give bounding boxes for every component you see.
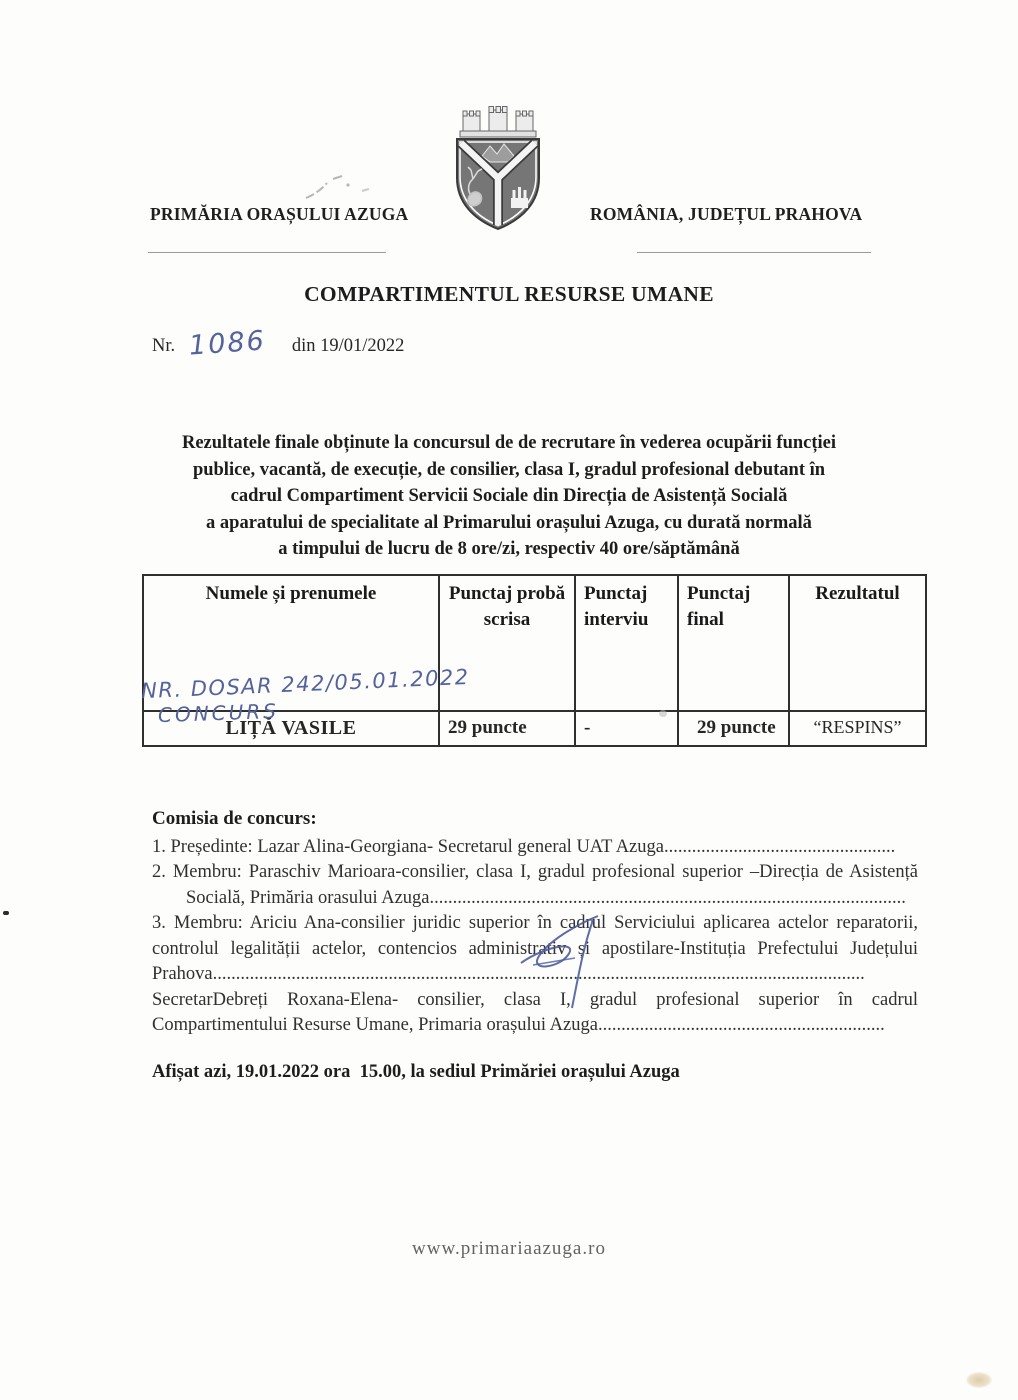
registration-date: din 19/01/2022	[291, 336, 405, 356]
number-label: Nr.	[152, 336, 176, 356]
intro-line: a aparatului de specialitate al Primarului orașului Azuga, cu durată normală	[206, 512, 812, 533]
azuga-coat-of-arms	[452, 106, 544, 232]
handwritten-concurs-note: CONCURS	[157, 698, 280, 728]
handwritten-dossier-number: NR. DOSAR 242/05.01.2022	[140, 664, 471, 704]
coat-of-arms-icon	[452, 106, 544, 232]
intro-line: cadrul Compartiment Servicii Sociale din Direcția de Asistență Socială	[230, 486, 788, 506]
col-header-name: Numele și prenumele	[205, 583, 377, 604]
handwritten-registration-number: 1086	[188, 325, 267, 362]
candidate-name: LIȚĂ VASILE	[143, 711, 439, 746]
col-header-written-score: Punctaj probă scrisa	[448, 583, 566, 630]
col-header-interview-score: Punctaj interviu	[584, 583, 649, 630]
committee-secretary: SecretarDebreți Roxana-Elena- consilier, clasa I, gradul profesional superior în cadrul Compartimentului Resurse Umane, Primaria orașului Azuga..............................................................	[152, 989, 918, 1035]
country-county-name: ROMÂNIA, JUDEȚUL PRAHOVA	[590, 204, 863, 224]
institution-name: PRIMĂRIA ORAȘULUI AZUGA	[150, 204, 409, 224]
registration-line	[152, 325, 405, 362]
handwritten-signature	[505, 908, 645, 1018]
written-score: 29 puncte	[439, 711, 575, 746]
intro-line: Rezultatele finale obținute la concursul de de recrutare în vederea ocupării funcției	[181, 433, 837, 453]
committee-member-1: 1. Președinte: Lazar Alina-Georgiana- Secretarul general UAT Azuga..................................................	[152, 836, 896, 857]
website-url: www.primariaazuga.ro	[412, 1238, 606, 1259]
interview-score: -	[575, 711, 678, 746]
posting-note: Afișat azi, 19.01.2022 ora 15.00, la sediul Primăriei orașului Azuga	[152, 1062, 680, 1082]
scan-speck	[659, 710, 667, 717]
committee-member-3: 3. Membru: Ariciu Ana-consilier juridic superior în cadrul Serviciului aplicarea actelor reparatorii, controlul legalității actelor, contencios administrativ și apostilare-Instituția Prefectului Județului Prahova.............................................................................................................................................	[152, 913, 918, 984]
pencil-mark-artifact	[300, 166, 384, 206]
intro-line: a timpului de lucru de 8 ore/zi, respectiv 40 ore/săptămână	[278, 539, 740, 559]
scan-speck	[3, 911, 9, 915]
scan-smudge	[966, 1372, 992, 1388]
col-header-result: Rezultatul	[815, 583, 900, 604]
final-score: 29 puncte	[678, 711, 789, 746]
page-title: COMPARTIMENTUL RESURSE UMANE	[304, 282, 714, 306]
col-header-final-score: Punctaj final	[687, 583, 751, 630]
intro-line: publice, vacantă, de execuție, de consilier, clasa I, gradul profesional debutant în	[192, 459, 826, 480]
committee-heading: Comisia de concurs:	[152, 808, 317, 829]
header-rule-right	[637, 252, 871, 253]
result-value: “RESPINS”	[789, 711, 926, 746]
committee-member-2: 2. Membru: Paraschiv Marioara-consilier, clasa I, gradul profesional superior –Direcția de Asistență Socială, Primăria orasului Azuga.......................................................................................................	[152, 862, 918, 908]
header-rule-left	[148, 252, 386, 253]
intro-paragraph	[126, 430, 892, 563]
